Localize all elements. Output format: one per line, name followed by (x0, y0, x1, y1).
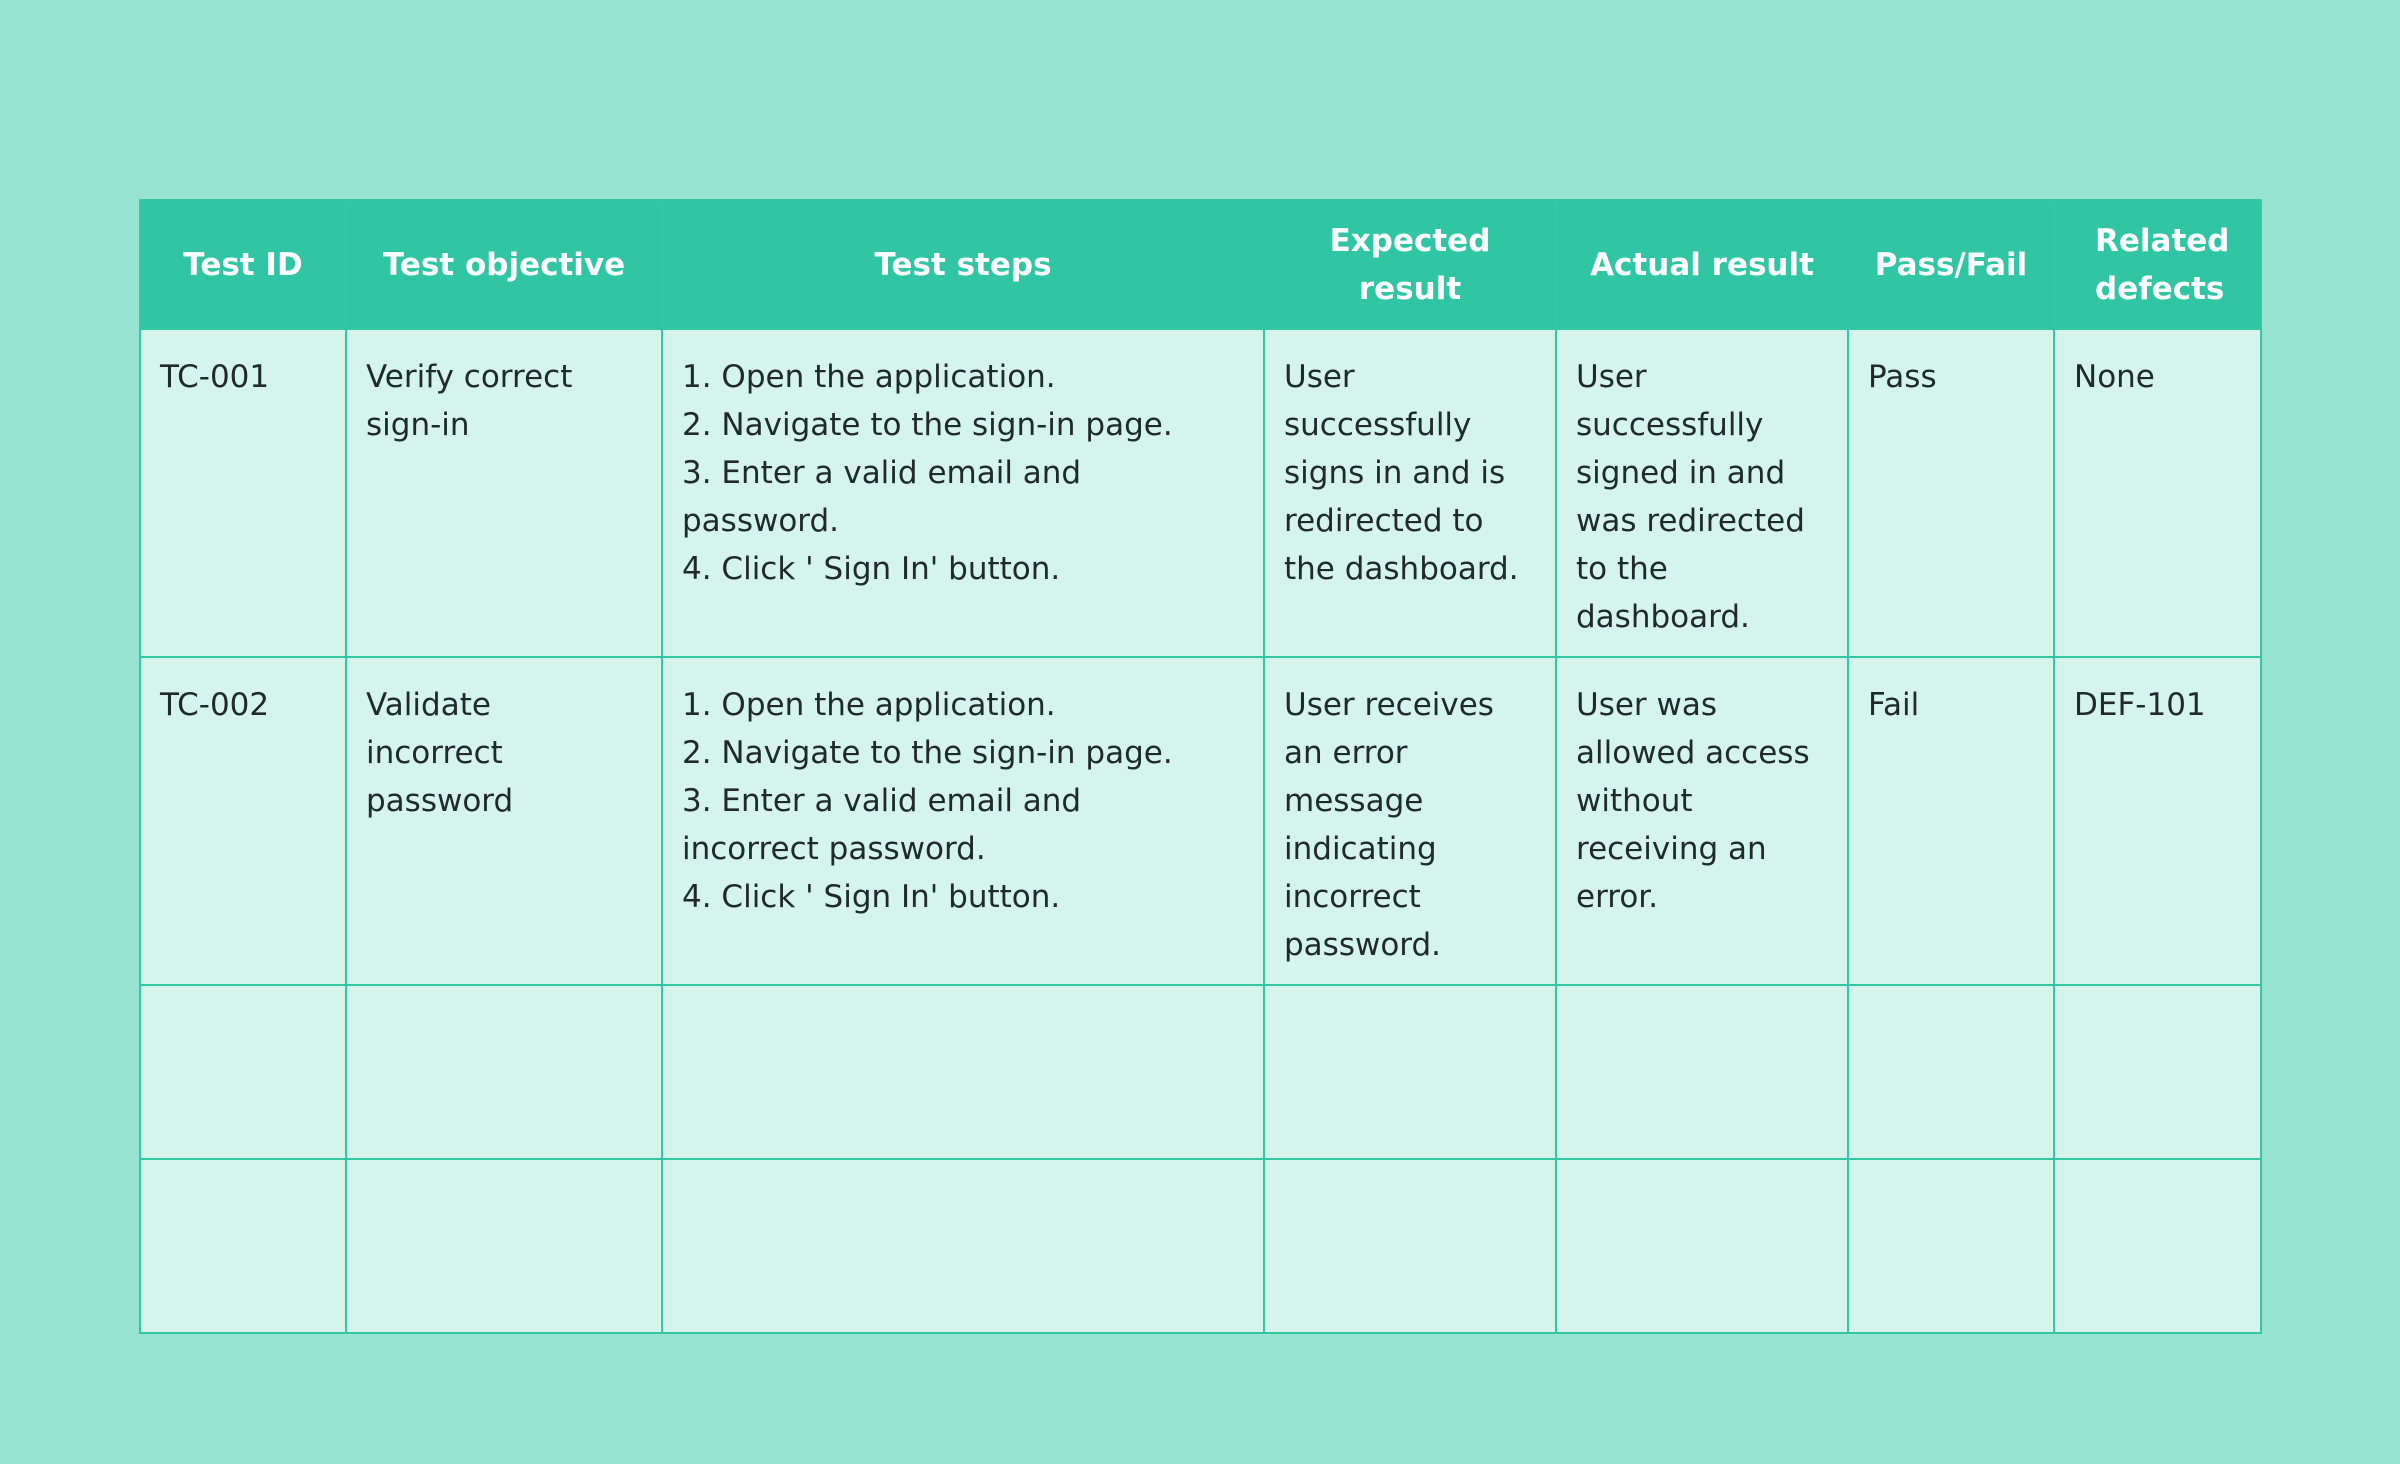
test-step: 3. Enter a valid email and password. (682, 455, 1082, 539)
cell-empty[interactable] (346, 985, 662, 1159)
test-step: 1. Open the application. (682, 687, 1056, 723)
header-test-objective: Test objective (346, 200, 662, 329)
header-pass-fail: Pass/Fail (1848, 200, 2054, 329)
table-row-empty (140, 1159, 2261, 1333)
pass-fail-text: Fail (1868, 687, 1920, 723)
cell-test-objective (346, 657, 662, 985)
test-id-text: TC-001 (160, 359, 270, 395)
related-defects-text: None (2074, 359, 2155, 395)
expected-result-text: User receives an error message indicating incorrect password. (1284, 687, 1494, 963)
test-step: 2. Navigate to the sign-in page. (682, 735, 1173, 771)
cell-pass-fail (1848, 329, 2054, 657)
cell-test-id (140, 329, 346, 657)
cell-empty[interactable] (140, 985, 346, 1159)
table-row (140, 329, 2261, 657)
table-row-empty (140, 985, 2261, 1159)
cell-empty[interactable] (140, 1159, 346, 1333)
cell-empty[interactable] (662, 1159, 1264, 1333)
cell-related-defects (2054, 657, 2261, 985)
cell-test-steps (662, 329, 1264, 657)
related-defects-text: DEF-101 (2074, 687, 2206, 723)
cell-empty[interactable] (1264, 985, 1556, 1159)
header-test-steps: Test steps (662, 200, 1264, 329)
header-test-id: Test ID (140, 200, 346, 329)
header-actual-result: Actual result (1556, 200, 1848, 329)
cell-test-id (140, 657, 346, 985)
header-related-defects: Related defects (2054, 200, 2261, 329)
test-step: 2. Navigate to the sign-in page. (682, 407, 1173, 443)
cell-empty[interactable] (2054, 985, 2261, 1159)
table-row (140, 657, 2261, 985)
test-step: 4. Click ' Sign In' button. (682, 551, 1061, 587)
cell-empty[interactable] (662, 985, 1264, 1159)
cell-empty[interactable] (346, 1159, 662, 1333)
cell-actual-result (1556, 657, 1848, 985)
cell-expected-result (1264, 329, 1556, 657)
header-row (140, 200, 2261, 329)
cell-empty[interactable] (1848, 985, 2054, 1159)
cell-related-defects (2054, 329, 2261, 657)
cell-test-steps (662, 657, 1264, 985)
cell-actual-result (1556, 329, 1848, 657)
test-step: 3. Enter a valid email and incorrect password. (682, 783, 1082, 867)
objective-text: Validate incorrect password (366, 687, 514, 819)
cell-empty[interactable] (1264, 1159, 1556, 1333)
test-case-table-container (139, 199, 2260, 1332)
test-step: 1. Open the application. (682, 359, 1056, 395)
cell-pass-fail (1848, 657, 2054, 985)
pass-fail-text: Pass (1868, 359, 1937, 395)
test-case-table (139, 199, 2262, 1334)
test-step: 4. Click ' Sign In' button. (682, 879, 1061, 915)
cell-expected-result (1264, 657, 1556, 985)
cell-empty[interactable] (1556, 1159, 1848, 1333)
objective-text: Verify correct sign-in (366, 359, 573, 443)
actual-result-text: User was allowed access without receiving an error. (1576, 687, 1810, 915)
actual-result-text: User successfully signed in and was redirected to the dashboard. (1576, 359, 1805, 635)
cell-empty[interactable] (2054, 1159, 2261, 1333)
cell-test-objective (346, 329, 662, 657)
header-expected-result: Expected result (1264, 200, 1556, 329)
cell-empty[interactable] (1556, 985, 1848, 1159)
cell-empty[interactable] (1848, 1159, 2054, 1333)
expected-result-text: User successfully signs in and is redirected to the dashboard. (1284, 359, 1519, 587)
test-id-text: TC-002 (160, 687, 270, 723)
